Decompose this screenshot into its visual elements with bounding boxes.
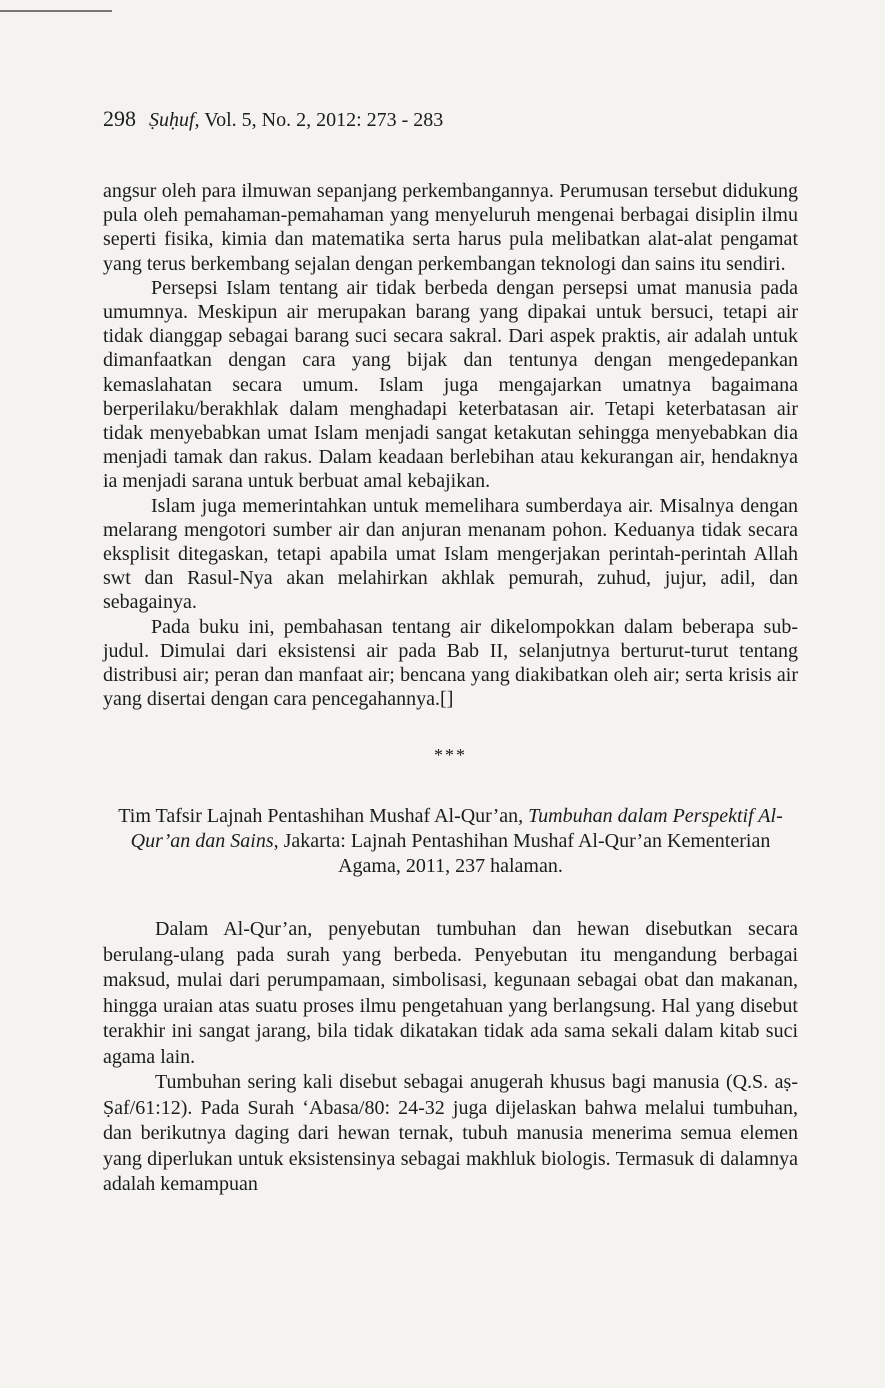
volume-info: Vol. 5, No. 2, 2012: 273 - 283: [204, 109, 444, 131]
paragraph: Islam juga memerintahkan untuk memelihara sumberdaya air. Misalnya dengan melarang mengotori sumber air dan anjuran menanam pohon. Keduanya tidak secara eksplisit ditegaskan, tetapi apabila umat Islam mengerjakan perintah-perintah Allah swt dan Rasul-Nya akan melahirkan akhlak pemurah, zuhud, jujur, adil, dan sebagainya.: [103, 494, 798, 614]
paragraph: Persepsi Islam tentang air tidak berbeda dengan persepsi umat manusia pada umumnya. Meskipun air merupakan barang yang dipakai untuk bersuci, tetapi air tidak dianggap sebagai barang suci secara sakral. Dari aspek praktis, air adalah untuk dimanfaatkan dengan cara yang bijak dan tentunya dengan mengedepankan kemaslahatan secara umum. Islam juga mengajarkan umatnya bagaimana berperilaku/berakhlak dalam menghadapi keterbatasan air. Tetapi keterbatasan air tidak menyebabkan umat Islam menjadi sangat ketakutan sehingga menyebabkan dia menjadi tamak dan rakus. Dalam keadaan berlebihan atau kekurangan air, hendaknya ia menjadi sarana untuk berbuat amal kebajikan.: [103, 276, 798, 493]
page-number: 298: [103, 106, 136, 131]
paragraph: Pada buku ini, pembahasan tentang air dikelompokkan dalam beberapa sub-judul. Dimulai dari eksistensi air pada Bab II, selanjutnya berturut-turut tentang distribusi air; peran dan manfaat air; bencana yang diakibatkan oleh air; serta krisis air yang disertai dengan cara pencegahannya.[]: [103, 615, 798, 711]
running-header: [103, 106, 798, 133]
journal-name: Ṣuḥuf,: [149, 109, 200, 131]
review-paragraph: Dalam Al-Qur’an, penyebutan tumbuhan dan hewan disebutkan secara berulang-ulang pada surah yang berbeda. Penyebutan itu mengandung berbagai maksud, mulai dari perumpamaan, simbolisasi, kegunaan sebagai obat dan makanan, hingga uraian atas suatu proses ilmu pengetahuan yang berlangsung. Hal yang disebut terakhir ini sangat jarang, bila tidak dikatakan tidak ada sama sekali dalam kitab suci agama lain.: [103, 918, 798, 1068]
paragraph: angsur oleh para ilmuwan sepanjang perkembangannya. Perumusan tersebut didukung pula oleh pemahaman-pemahaman yang menyeluruh mengenai berbagai disiplin ilmu seperti fisika, kimia dan matematika serta harus pula melibatkan alat-alat pengamat yang terus berkembang sejalan dengan perkembangan teknologi dan sains itu sendiri.: [103, 180, 798, 275]
journal-page: [103, 106, 798, 1198]
article-body: [103, 179, 798, 711]
citation-author: Tim Tafsir Lajnah Pentashihan Mushaf Al-Qur’an,: [118, 805, 524, 828]
section-separator: ***: [434, 745, 467, 766]
book-review: [103, 917, 798, 1198]
book-citation: [113, 804, 788, 879]
review-paragraph: Tumbuhan sering kali disebut sebagai anugerah khusus bagi manusia (Q.S. aṣ-Ṣaf/61:12). Pada Surah ‘Abasa/80: 24-32 juga dijelaskan bahwa melalui tumbuhan, dan berikutnya daging dari hewan ternak, tubuh manusia menerima semua elemen yang diperlukan untuk eksistensinya sebagai makhluk biologis. Termasuk di dalamnya adalah kemampuan: [103, 1071, 798, 1196]
citation-publisher: , Jakarta: Lajnah Pentashihan Mushaf Al-Qur’an Kementerian Agama, 2011, 237 halaman.: [273, 830, 771, 878]
citation-title: Tumbuhan dalam Perspektif Al-Qur’an dan Sains: [130, 805, 783, 853]
top-edge-rule: [0, 10, 112, 12]
